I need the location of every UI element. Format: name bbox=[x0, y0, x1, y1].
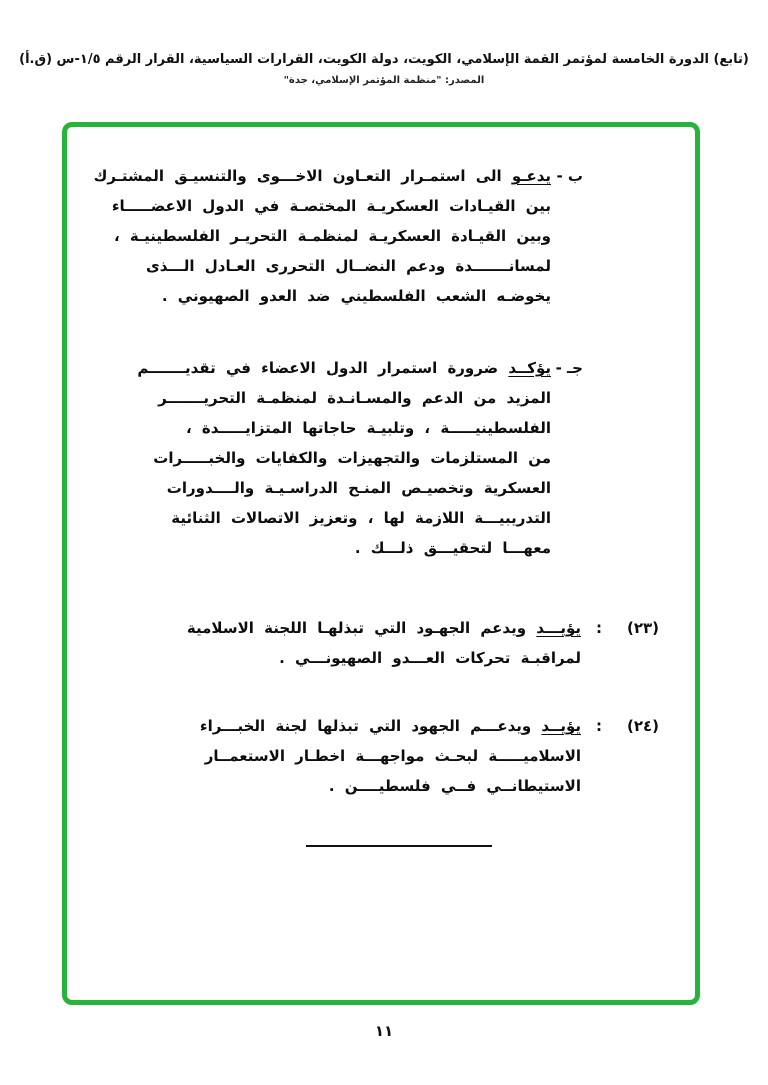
resolution-item-24 bbox=[111, 711, 659, 801]
first-line-rest: الى استمـرار التعـاون الاخـــوى والتنسيـق المشتـرك bbox=[93, 167, 512, 185]
item-keyword-underlined: يؤيــد bbox=[541, 717, 581, 735]
resolution-paragraph-b bbox=[93, 161, 583, 311]
text-line bbox=[111, 353, 551, 383]
text-line: الاستيطانــي فــي فلسطيــــن . bbox=[328, 777, 581, 795]
first-line-rest: ويدعـــم الجهود التي تبذلها لجنة الخبـــراء bbox=[199, 717, 542, 735]
item-colon: : bbox=[596, 717, 602, 735]
text-line: الاسلاميـــــة لبحـث مواجهـــة اخطـار الاستعمــار bbox=[204, 747, 581, 765]
text-line: المزيد من الدعم والمسـانـدة لمنظمـة التحريـــــــر bbox=[158, 389, 551, 407]
text-line: لمراقبـة تحركات العـــدو الصهيونـــي . bbox=[279, 649, 581, 667]
item-body bbox=[111, 353, 551, 563]
content-frame bbox=[62, 122, 700, 1005]
text-line bbox=[94, 161, 551, 191]
text-line: بين القيـادات العسكريـة المختصـة في الدول الاعضـــــاء bbox=[111, 197, 551, 215]
item-marker: ب - bbox=[556, 167, 583, 185]
page-footer bbox=[0, 1022, 768, 1040]
text-line: لمسانـــــــدة ودعم النضــال التحررى العـادل الـــذى bbox=[145, 257, 551, 275]
item-lines bbox=[94, 191, 551, 311]
text-line: التدريبيـــة اللازمة لها ، وتعزيز الاتصالات الثنائية bbox=[171, 509, 551, 527]
text-line: يخوضـه الشعب الفلسطيني ضد العدو الصهيوني . bbox=[161, 287, 551, 305]
item-colon: : bbox=[596, 619, 602, 637]
text-line bbox=[111, 711, 581, 741]
document-header bbox=[0, 0, 768, 86]
text-line: العسكرية وتخصيـص المنـح الدراسـيـة والــــدورات bbox=[166, 479, 551, 497]
item-body bbox=[94, 161, 551, 311]
item-marker: (٢٣) bbox=[626, 619, 659, 637]
item-marker: جـ - bbox=[555, 359, 583, 377]
text-line bbox=[111, 613, 581, 643]
text-line: من المستلزمات والتجهيزات والكفايات والخبـــــرات bbox=[153, 449, 551, 467]
item-keyword-underlined: يؤكــد bbox=[508, 359, 551, 377]
text-line: الفلسطينيـــــة ، وتلبيـة حاجاتها المتزايـــــدة ، bbox=[186, 419, 551, 437]
item-body bbox=[111, 711, 581, 801]
item-lines bbox=[111, 383, 551, 563]
first-line-rest: ضرورة استمرار الدول الاعضاء في تقديـــــــم bbox=[137, 359, 509, 377]
item-keyword-underlined: يؤيـــد bbox=[536, 619, 581, 637]
closing-rule bbox=[306, 845, 492, 847]
resolution-item-23 bbox=[111, 613, 659, 673]
resolution-paragraph-j bbox=[111, 353, 583, 563]
item-lines bbox=[111, 741, 581, 801]
item-body bbox=[111, 613, 581, 673]
first-line-rest: ويدعم الجهـود التي تبذلهـا اللجنة الاسلامية bbox=[186, 619, 537, 637]
header-title: (تابع) الدورة الخامسة لمؤتمر القمة الإسلامي، الكويت، دولة الكويت، القرارات السياسية، القرار الرقم ١/٥-س (ق.أ) bbox=[19, 52, 749, 67]
item-lines bbox=[111, 643, 581, 673]
text-line: معهـــا لتحقيـــق ذلـــك . bbox=[354, 539, 551, 557]
header-source: المصدر: "منظمة المؤتمر الإسلامي، جدة" bbox=[283, 75, 485, 86]
item-marker: (٢٤) bbox=[626, 717, 659, 735]
page-number: ١١ bbox=[374, 1022, 394, 1040]
item-keyword-underlined: يدعـو bbox=[511, 167, 551, 185]
text-line: وبين القيـادة العسكريـة لمنظمـة التحريـر الفلسطينيـة ، bbox=[113, 227, 551, 245]
